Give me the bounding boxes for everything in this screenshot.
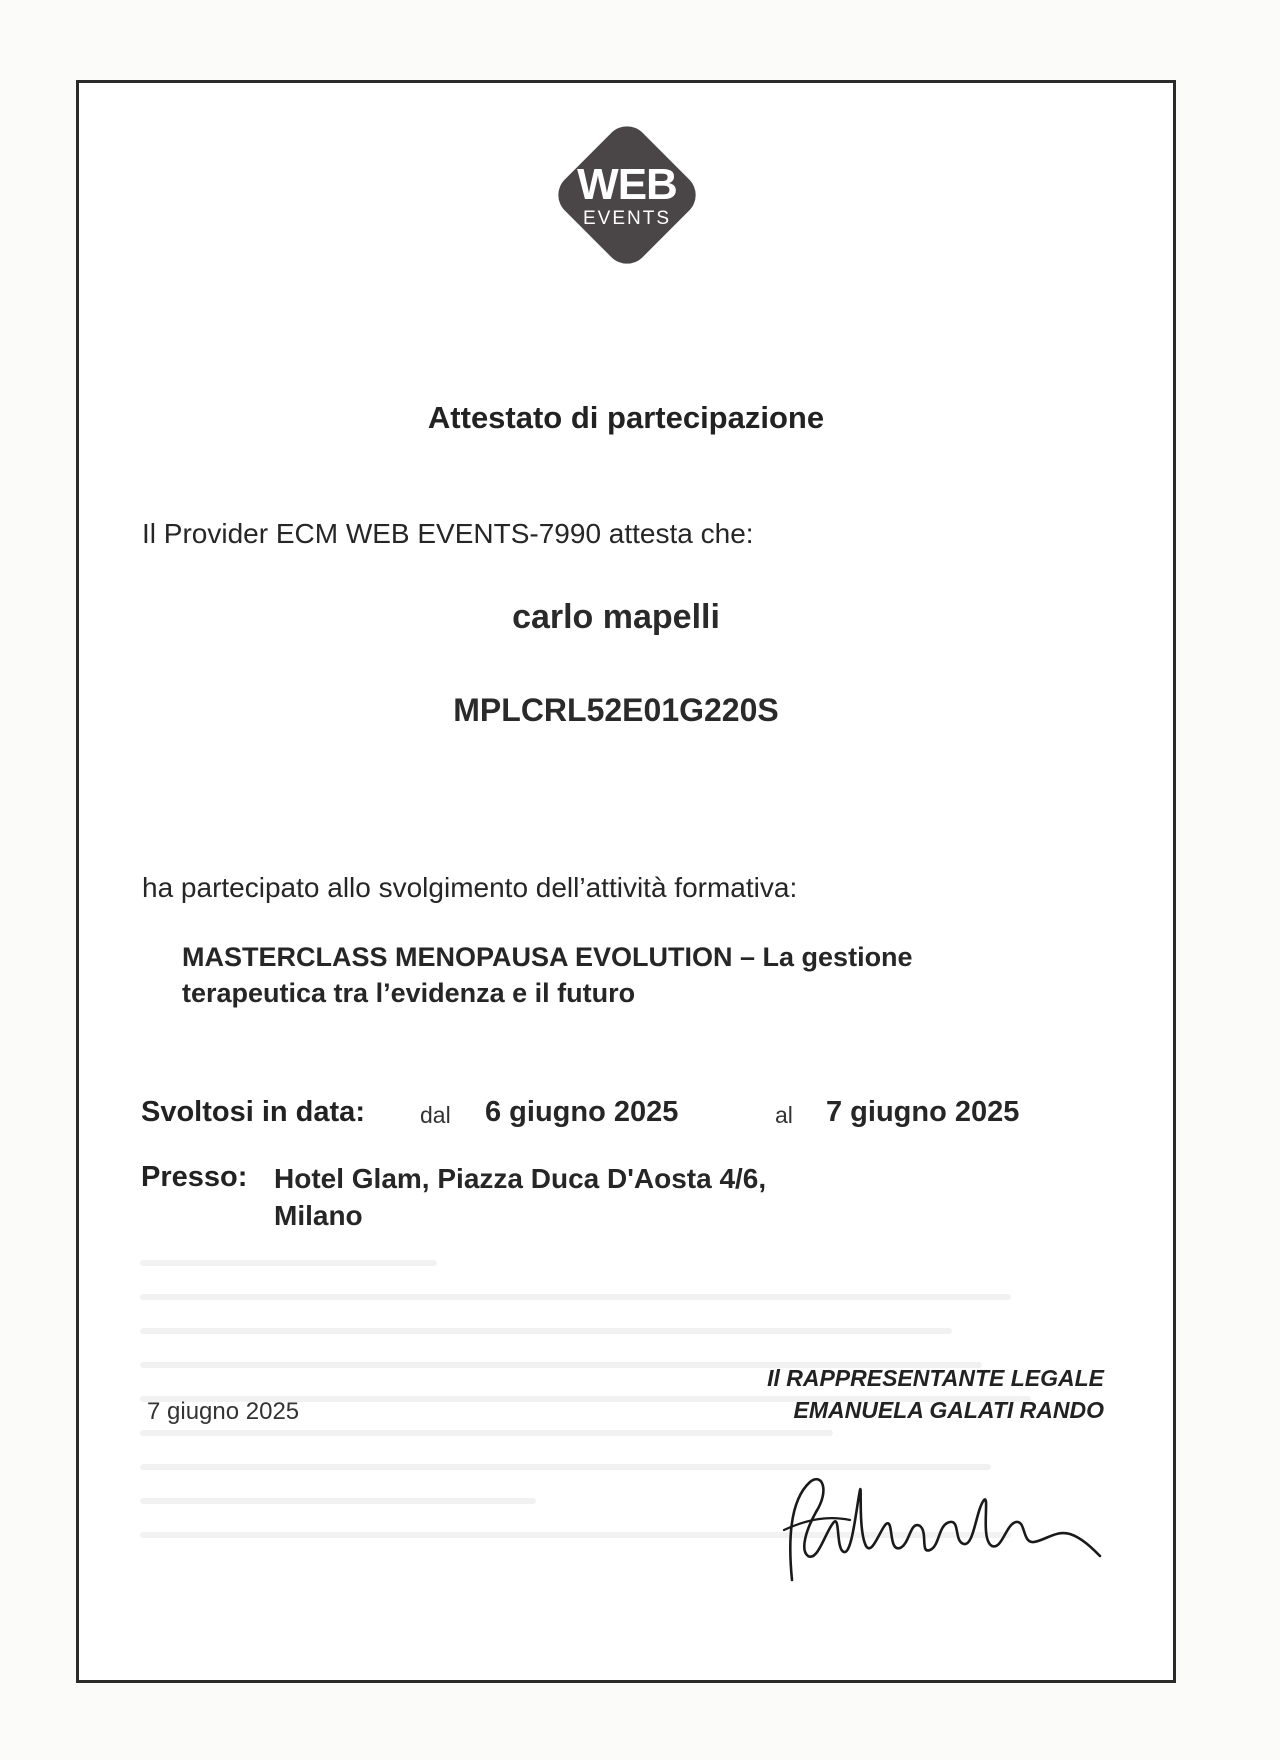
date-to-value: 7 giugno 2025 [826,1096,1020,1128]
provider-statement: Il Provider ECM WEB EVENTS-7990 attesta che: [142,518,754,549]
issue-date: 7 giugno 2025 [147,1398,300,1425]
participation-statement: ha partecipato allo svolgimento dell’attività formativa: [142,872,798,903]
participant-name: carlo mapelli [512,598,720,636]
logo-word-web: WEB [577,160,677,209]
legal-representative-block [767,1362,1104,1426]
web-events-logo [532,100,722,290]
venue-address [274,1160,766,1234]
course-title: MASTERCLASS MENOPAUSA EVOLUTION – La gestione terapeutica tra l’evidenza e il futuro [182,942,913,1008]
legal-representative-name: EMANUELA GALATI RANDO [793,1397,1104,1423]
certificate-title: Attestato di partecipazione [427,400,825,435]
fiscal-code: MPLCRL52E01G220S [453,692,779,728]
date-from-label: dal [420,1102,451,1128]
date-to-label: al [775,1102,793,1128]
handwritten-signature [770,1460,1110,1600]
date-from-value: 6 giugno 2025 [485,1096,679,1128]
legal-representative-role: Il RAPPRESENTANTE LEGALE [767,1365,1104,1391]
venue-address-line1: Hotel Glam, Piazza Duca D'Aosta 4/6, [274,1163,767,1194]
venue-address-line2: Milano [274,1200,363,1231]
logo-word-events: EVENTS [582,208,672,229]
venue-label: Presso: [141,1161,248,1193]
dates-label: Svoltosi in data: [141,1096,365,1128]
